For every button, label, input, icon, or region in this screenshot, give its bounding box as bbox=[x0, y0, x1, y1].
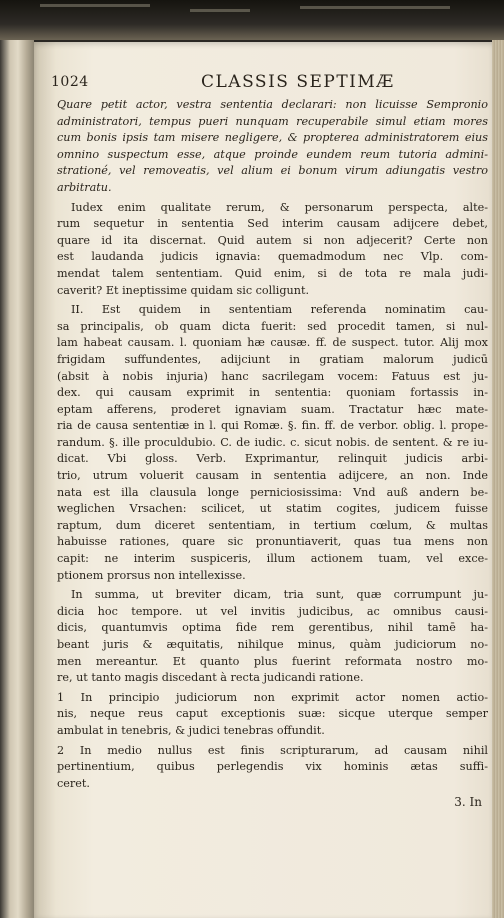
page-number: 1024 bbox=[51, 74, 89, 90]
text-line: II. Est quidem in sententiam referenda nominatim cau- bbox=[71, 303, 488, 317]
text-line: pertinentium, quibus perlegendis vix hominis ætas suffi- bbox=[57, 760, 488, 774]
text-line: dex. qui causam exprimit in sententia: quoniam fortassis in- bbox=[57, 386, 488, 400]
text-line: ambulat in tenebris, & judici tenebras offundit. bbox=[57, 723, 325, 737]
text-line: dicat. Vbi gloss. Verb. Exprimantur, relinquit judicis arbi- bbox=[57, 452, 488, 466]
text-line: beant juris & æquitatis, nihilque minus, quàm judiciorum no- bbox=[57, 638, 488, 651]
text-line: capit: ne interim suspiceris, illum actionem tuam, vel exce- bbox=[57, 552, 488, 566]
text-line: weglichen Vrsachen: scilicet, ut statim cogites, judicem fuisse bbox=[57, 502, 488, 516]
text-line: re, ut tanto magis discedant à recta judicandi ratione. bbox=[57, 671, 364, 685]
text-line: nata est illa clausula longe perniciosissima: Vnd auß andern be- bbox=[57, 485, 488, 499]
text-line: mendat talem sententiam. Quid enim, si de tota re mala judi- bbox=[57, 266, 488, 280]
text-line: habuisse rationes, quare sic pronuntiaverit, quas tua mens non bbox=[57, 535, 488, 549]
text-line: omnino suspectum esse, atque proinde eundem reum tutoria admini- bbox=[57, 147, 488, 161]
catchword: 3. In bbox=[454, 795, 482, 809]
text-line: 1 In principio judiciorum non exprimit actor nomen actio- bbox=[57, 690, 488, 704]
text-line: administratori, tempus pueri nunquam recuperabile simul etiam mores bbox=[57, 114, 488, 128]
text-line: raptum, dum diceret sententiam, in tertium cœlum, & multas bbox=[57, 518, 488, 532]
text-line: sa principalis, ob quam dicta fuerit: sed procedit tamen, si nul- bbox=[57, 319, 488, 333]
paragraph bbox=[57, 97, 488, 197]
paragraph bbox=[57, 200, 488, 300]
text-line: lam habeat causam. l. quoniam hæ causæ. ff. de suspect. tutor. Alij mox bbox=[57, 336, 488, 350]
page-body bbox=[57, 97, 488, 792]
page-fore-edge bbox=[492, 40, 504, 918]
paragraph bbox=[57, 690, 488, 740]
text-line: 2 In medio nullus est finis scripturarum, ad causam nihil bbox=[57, 743, 488, 757]
text-line: cum bonis ipsis tam misere negligere, & propterea administratorem eius bbox=[57, 131, 488, 145]
text-line: rum sequetur in sententia Sed interim causam adijcere debet, bbox=[57, 217, 488, 231]
running-title: CLASSIS SEPTIMÆ bbox=[201, 72, 395, 92]
edge-streak bbox=[40, 4, 150, 7]
book-gutter bbox=[0, 40, 34, 918]
paragraph bbox=[57, 743, 488, 793]
text-line: ptionem prorsus non intellexisse. bbox=[57, 568, 246, 582]
text-line: arbitratu. bbox=[57, 180, 112, 194]
text-line: randum. §. ille proculdubio. C. de iudic. c. sicut nobis. de sentent. & re iu- bbox=[57, 435, 488, 449]
text-line: Iudex enim qualitate rerum, & personarum perspecta, alte- bbox=[71, 200, 488, 214]
text-line: quare id ita discernat. Quid autem si non adjecerit? Certe non bbox=[57, 233, 488, 247]
text-line: (absit à nobis injuria) hanc sacrilegam vocem: Fatuus est ju- bbox=[57, 369, 488, 383]
text-line: dicia hoc tempore. ut vel invitis judicibus, ac omnibus causi- bbox=[57, 604, 488, 618]
text-line: trio, utrum voluerit causam in sententia adijcere, an non. Inde bbox=[57, 469, 488, 483]
text-line: nis, neque reus caput exceptionis suæ: sicque uterque semper bbox=[57, 707, 488, 721]
edge-streak bbox=[300, 6, 450, 9]
text-line: est laudanda judicis ignavia: quemadmodum nec Vlp. com- bbox=[57, 250, 488, 264]
text-line: caverit? Et ineptissime quidam sic colligunt. bbox=[57, 283, 309, 297]
text-line: strationé, vel removeatis, vel alium ei bonum virum adiungatis vestro bbox=[57, 164, 488, 178]
page-top-edge bbox=[0, 0, 504, 40]
text-line: dicis, quantumvis optima fide rem gerentibus, nihil tamē ha- bbox=[57, 621, 488, 635]
text-line: In summa, ut breviter dicam, tria sunt, quæ corrumpunt ju- bbox=[71, 588, 488, 602]
paragraph bbox=[57, 587, 488, 687]
text-line: eptam afferens, proderet ignaviam suam. Tractatur hæc mate- bbox=[57, 402, 488, 416]
text-line: frigidam suffundentes, adijciunt in gratiam malorum judicū bbox=[57, 352, 488, 366]
text-line: ria de causa sententiæ in l. qui Romæ. §. fin. ff. de verbor. oblig. l. prope- bbox=[57, 419, 488, 433]
page-header bbox=[51, 74, 491, 92]
text-line: Quare petit actor, vestra sententia declarari: non licuisse Sempronio bbox=[57, 98, 488, 111]
edge-streak bbox=[190, 9, 250, 12]
text-line: men mereantur. Et quanto plus fuerint reformata nostro mo- bbox=[57, 654, 488, 668]
paragraph bbox=[57, 302, 488, 584]
text-line: ceret. bbox=[57, 776, 90, 790]
